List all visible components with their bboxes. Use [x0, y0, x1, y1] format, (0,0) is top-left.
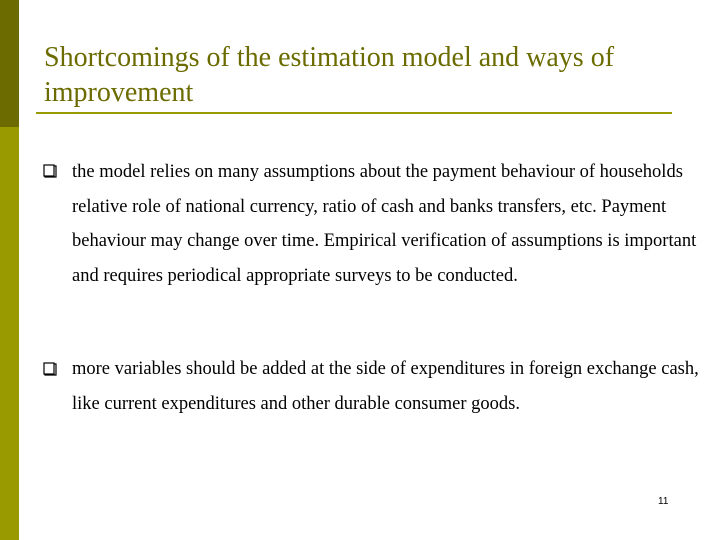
- side-bar-bottom: [0, 127, 19, 540]
- bullet-text-1: the model relies on many assumptions about the payment behaviour of households relative role of national currency, ratio of cash and banks transfers, etc. Payment behaviour may change over time. Empirical verification of assumptions is important and requires periodical appropriate surveys to be conducted.: [72, 162, 697, 286]
- square-bullet-icon: [43, 362, 57, 376]
- bullet-text-2: more variables should be added at the side of expenditures in foreign exchange cash, like current expenditures and other durable consumer goods.: [72, 359, 699, 414]
- square-bullet-icon: [43, 164, 57, 178]
- page-number: 11: [658, 496, 669, 507]
- side-bar-top: [0, 0, 19, 127]
- title-divider: [36, 112, 672, 114]
- slide-title: Shortcomings of the estimation model and ways of improvement: [44, 42, 615, 108]
